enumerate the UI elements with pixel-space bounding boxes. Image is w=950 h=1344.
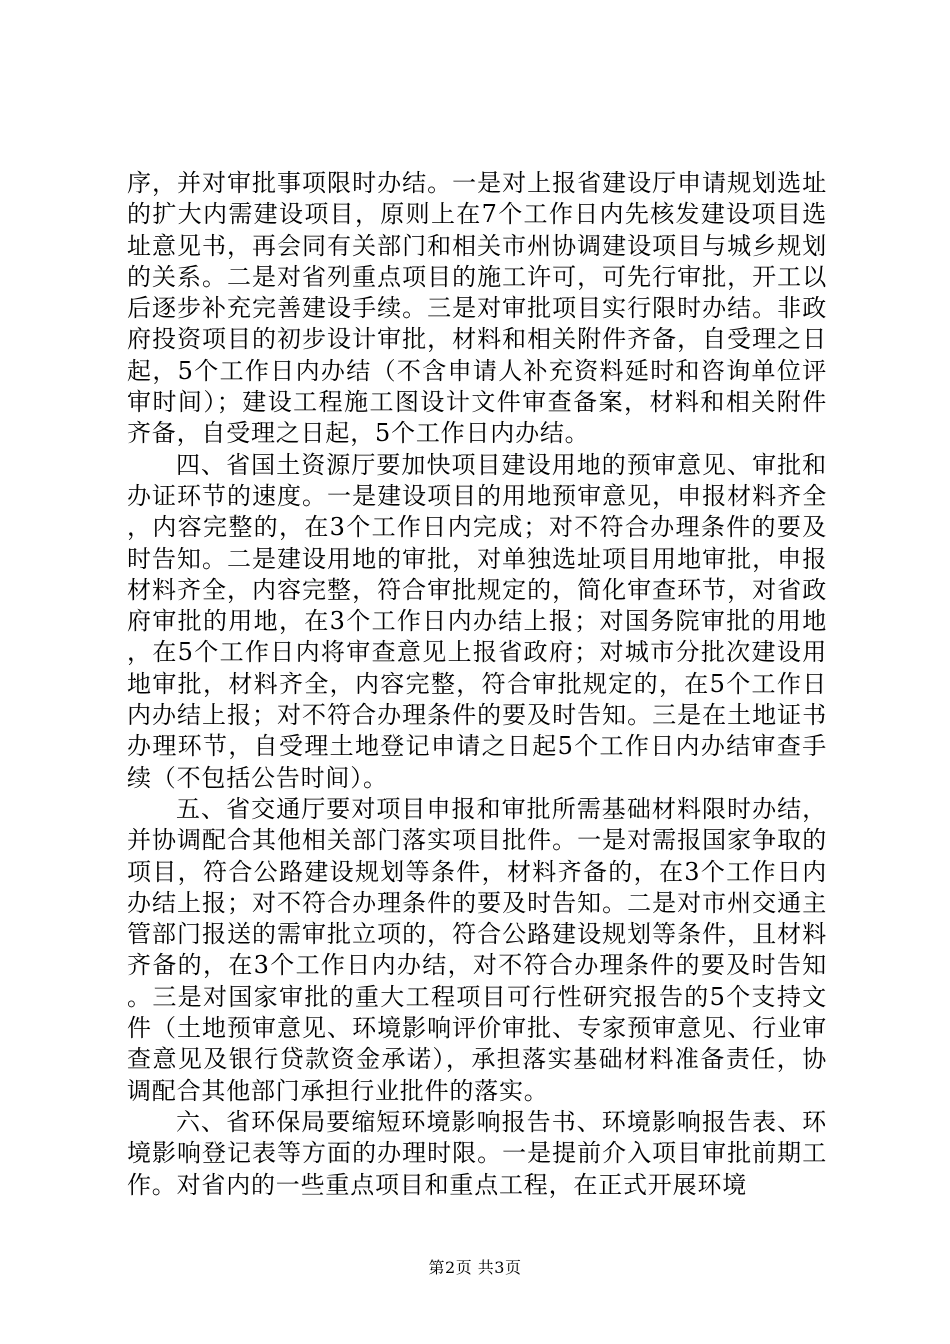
paragraph-section-6: 六、省环保局要缩短环境影响报告书、环境影响报告表、环境影响登记表等方面的办理时限。一是提前介入项目审批前期工作。对省内的一些重点项目和重点工程，在正式开展环境 xyxy=(127,1107,827,1199)
paragraph-section-5: 五、省交通厅要对项目申报和审批所需基础材料限时办结，并协调配合其他相关部门落实项目批件。一是对需报国家争取的项目，符合公路建设规划等条件，材料齐备的，在3个工作日内办结上报；对不符合办理条件的要及时告知。二是对市州交通主管部门报送的需审批立项的，符合公路建设规划等条件，且材料齐备的，在3个工作日内办结，对不符合办理条件的要及时告知。三是对国家审批的重大工程项目可行性研究报告的5个支持文件（土地预审意见、环境影响评价审批、专家预审意见、行业审查意见及银行贷款资金承诺），承担落实基础材料准备责任，协调配合其他部门承担行业批件的落实。 xyxy=(127,794,827,1105)
paragraph-section-4: 四、省国土资源厅要加快项目建设用地的预审意见、审批和办证环节的速度。一是建设项目的用地预审意见，申报材料齐全，内容完整的，在3个工作日内完成；对不符合办理条件的要及时告知。二是建设用地的审批，对单独选址项目用地审批，申报材料齐全，内容完整，符合审批规定的，简化审查环节，对省政府审批的用地，在3个工作日内办结上报；对国务院审批的用地，在5个工作日内将审查意见上报省政府；对城市分批次建设用地审批，材料齐全，内容完整，符合审批规定的，在5个工作日内办结上报；对不符合办理条件的要及时告知。三是在土地证书办理环节，自受理土地登记申请之日起5个工作日内办结审查手续（不包括公告时间）。 xyxy=(127,450,827,792)
paragraph-continuation: 序，并对审批事项限时办结。一是对上报省建设厅申请规划选址的扩大内需建设项目，原则上在7个工作日内先核发建设项目选址意见书，再会同有关部门和相关市州协调建设项目与城乡规划的关系。二是对省列重点项目的施工许可，可先行审批，开工以后逐步补充完善建设手续。三是对审批项目实行限时办结。非政府投资项目的初步设计审批，材料和相关附件齐备，自受理之日起，5个工作日内办结（不含申请人补充资料延时和咨询单位评审时间）；建设工程施工图设计文件审查备案，材料和相关附件齐备，自受理之日起，5个工作日内办结。 xyxy=(127,169,827,448)
page-footer: 第2页 共3页 xyxy=(428,1258,522,1277)
document-body xyxy=(127,168,827,1201)
